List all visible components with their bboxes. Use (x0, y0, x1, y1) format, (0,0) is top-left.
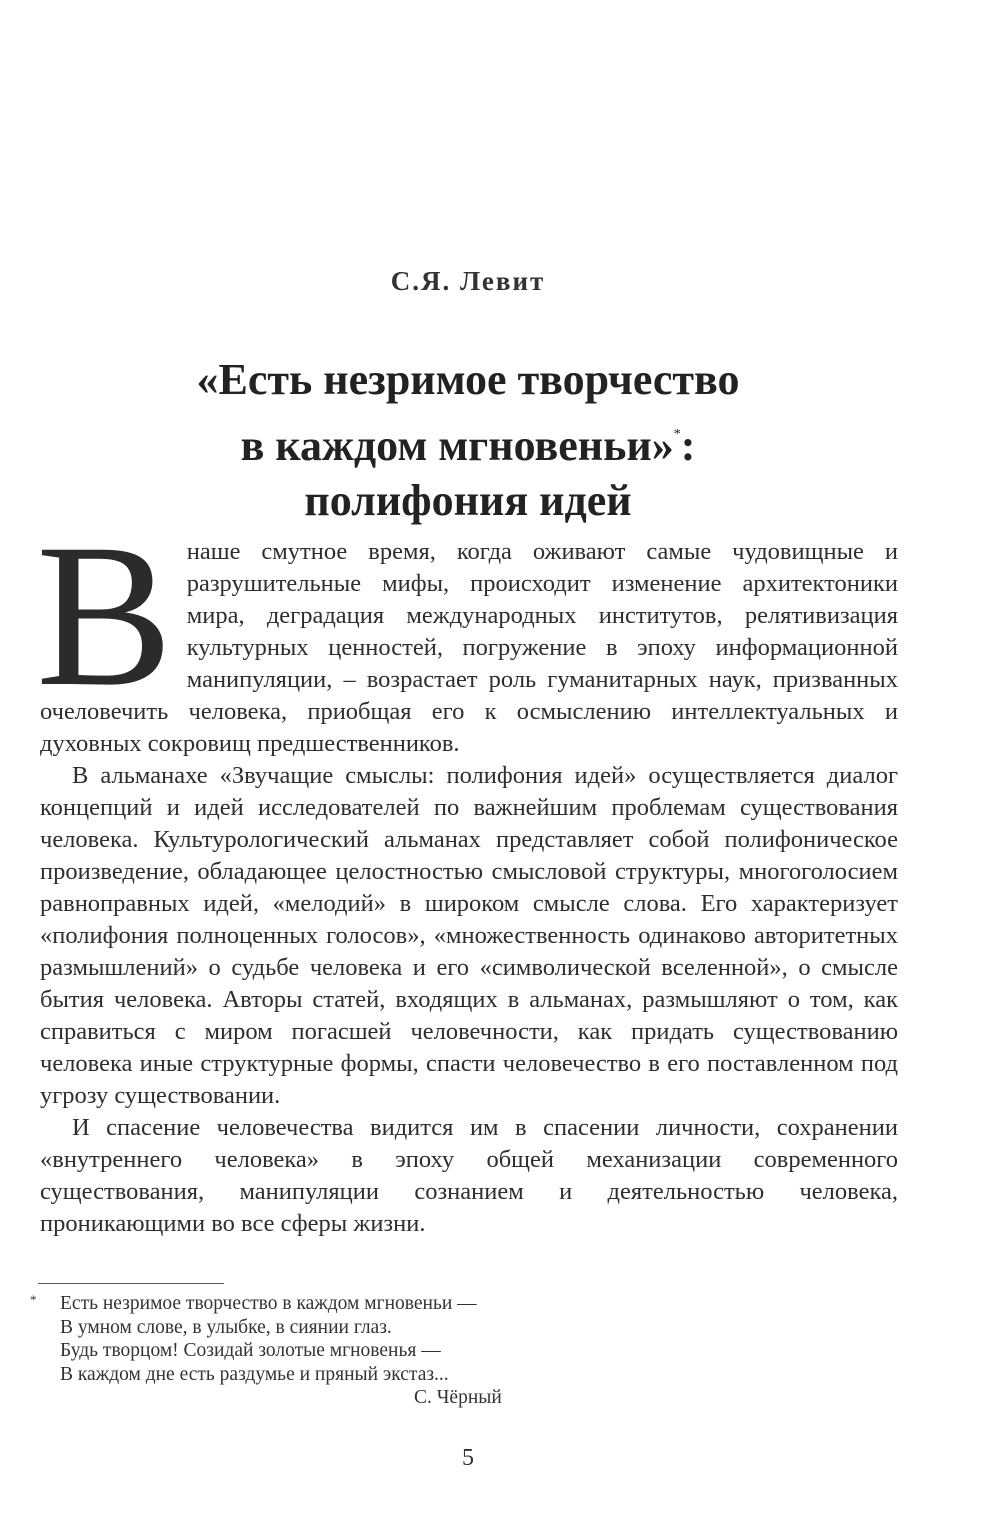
title-line-3: полифония идей (304, 476, 632, 525)
paragraph-3: И спасение человечества видится им в спасении личности, сохранении «внутреннего человека» в эпоху общей механизации современного существования, манипуляции сознанием и деятельностью человека, проникающими во все сферы жизни. (40, 1114, 898, 1237)
footnote (30, 1292, 630, 1410)
title-line-2 (0, 407, 936, 473)
footnote-line: Есть незримое творчество в каждом мгновеньи — (60, 1293, 477, 1314)
title-line-2-colon: : (680, 421, 696, 470)
footnote-line: Будь творцом! Созидай золотые мгновенья — (60, 1340, 441, 1361)
page-number: 5 (462, 1445, 474, 1471)
footnote-line: В умном слове, в улыбке, в сиянии глаз. (60, 1316, 392, 1338)
title-line-1: «Есть незримое творчество (196, 355, 740, 404)
author-name: С.Я. Левит (390, 266, 546, 296)
article-body (36, 502, 898, 1240)
footnote-mark: * (30, 1292, 37, 1307)
footnote-line: В каждом дне есть раздумье и пряный экстаз... (60, 1363, 449, 1385)
footnote-reference[interactable]: * (673, 427, 681, 442)
paragraph-1-text: наше смутное время, когда оживают самые чудовищные и разрушительные мифы, происходит изменение архитектоники мира, деградация международных институтов, релятивизация культурных ценностей, погружение в эпоху информационной манипуляции, – возрастает роль гуманитарных наук, призванных очеловечить человека, приобщая его к осмыслению интеллектуальных и духовных сокровищ предшественников. (40, 538, 898, 757)
footnote-signature: С. Чёрный (414, 1387, 502, 1408)
footnote-divider (38, 1283, 224, 1284)
paragraph-2: В альманахе «Звучащие смыслы: полифония идей» осуществляется диалог концепций и идей исследователей по важнейшим проблемам существования человека. Культурологический альманах представляет собой полифоническое произведение, обладающее целостностью смысловой структуры, многоголосием равноправных идей, «мелодий» в широком смысле слова. Его характеризует «полифония полноценных голосов», «множественность одинаково авторитетных размышлений» о судьбе человека и его «символической вселенной», о смысле бытия человека. Авторы статей, входящих в альманах, размышляют о том, как справиться с миром погасшей человечности, как придать существованию человека иные структурные формы, спасти человечество в его поставленном под угрозу существовании. (40, 762, 898, 1109)
paragraph-1 (36, 502, 898, 760)
drop-cap: В (36, 502, 173, 729)
title-line-2-text: в каждом мгновеньи» (240, 421, 674, 470)
